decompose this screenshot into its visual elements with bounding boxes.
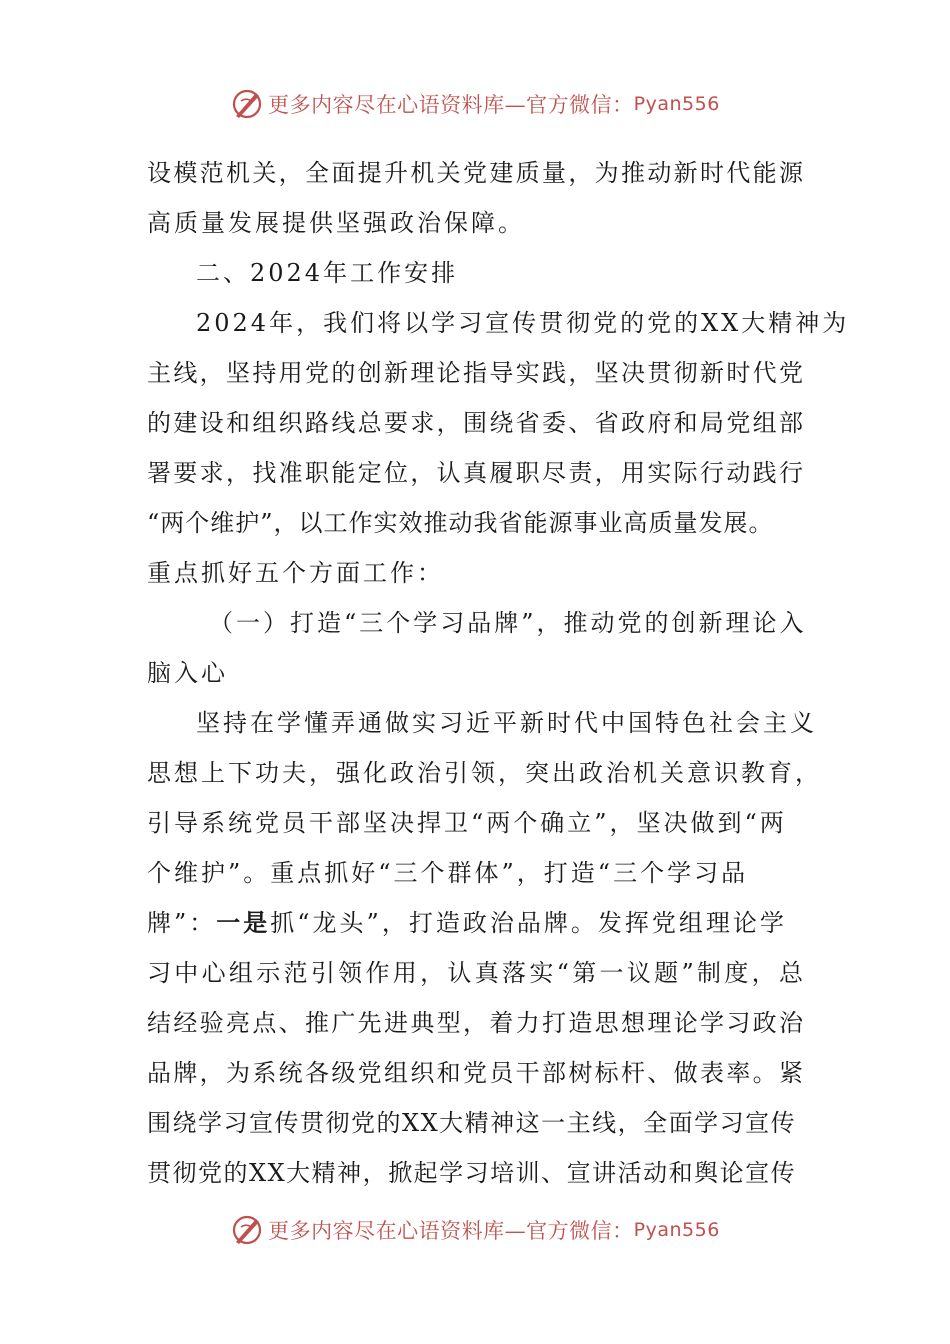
text-line [147, 898, 803, 948]
pen-logo-icon [230, 87, 264, 121]
text-line: 个维护”。重点抓好“三个群体”，打造“三个学习品 [147, 859, 749, 887]
text-span: 牌”： [147, 909, 217, 937]
footer-watermark [0, 1212, 950, 1248]
watermark-text: 更多内容尽在心语资料库—官方微信： [268, 1219, 634, 1243]
subsection-heading-cont: 脑入心 [147, 659, 228, 687]
section-heading: 二、2024年工作安排 [196, 259, 459, 287]
text-line: 的建设和组织路线总要求，围绕省委、省政府和局党组部 [147, 409, 803, 437]
text-line: 习中心组示范引领作用，认真落实“第一议题”制度，总 [147, 959, 803, 987]
text-line: 主线，坚持用党的创新理论指导实践，坚决贯彻新时代党 [147, 359, 803, 387]
text-line: 署要求，找准职能定位，认真履职尽责，用实际行动践行 [147, 459, 803, 487]
text-line: 品牌，为系统各级党组织和党员干部树标杆、做表率。紧 [147, 1059, 803, 1087]
pen-logo-icon [230, 1213, 264, 1247]
text-line: “两个维护”，以工作实效推动我省能源事业高质量发展。 [147, 509, 774, 537]
text-line: 高质量发展提供坚强政治保障。 [147, 209, 525, 237]
text-line: 贯彻党的XX大精神，掀起学习培训、宣讲活动和舆论宣传 [147, 1159, 797, 1187]
text-line: 引导系统党员干部坚决捍卫“两个确立”，坚决做到“两 [147, 809, 787, 837]
text-line: 思想上下功夫，强化政治引领，突出政治机关意识教育， [147, 759, 822, 787]
text-span: 抓“龙头”，打造政治品牌。发挥党组理论学 [270, 909, 787, 937]
subsection-heading: （一）打造“三个学习品牌”，推动党的创新理论入 [209, 609, 807, 637]
watermark-wechat-id: Pyan556 [633, 93, 720, 115]
watermark-wechat-id: Pyan556 [633, 1219, 720, 1241]
text-line: 围绕学习宣传贯彻党的XX大精神这一主线，全面学习宣传 [147, 1109, 797, 1137]
text-line: 重点抓好五个方面工作： [147, 559, 444, 587]
header-watermark [0, 86, 950, 122]
text-line: 结经验亮点、推广先进典型，着力打造思想理论学习政治 [147, 1009, 803, 1037]
text-line: 设模范机关，全面提升机关党建质量，为推动新时代能源 [147, 159, 803, 187]
watermark-text: 更多内容尽在心语资料库—官方微信： [268, 93, 634, 117]
emphasis-text: 一是 [216, 909, 271, 937]
document-body [147, 148, 850, 1198]
text-line: 2024年，我们将以学习宣传贯彻党的党的XX大精神为 [196, 309, 850, 337]
text-line: 坚持在学懂弄通做实习近平新时代中国特色社会主义 [196, 709, 817, 737]
